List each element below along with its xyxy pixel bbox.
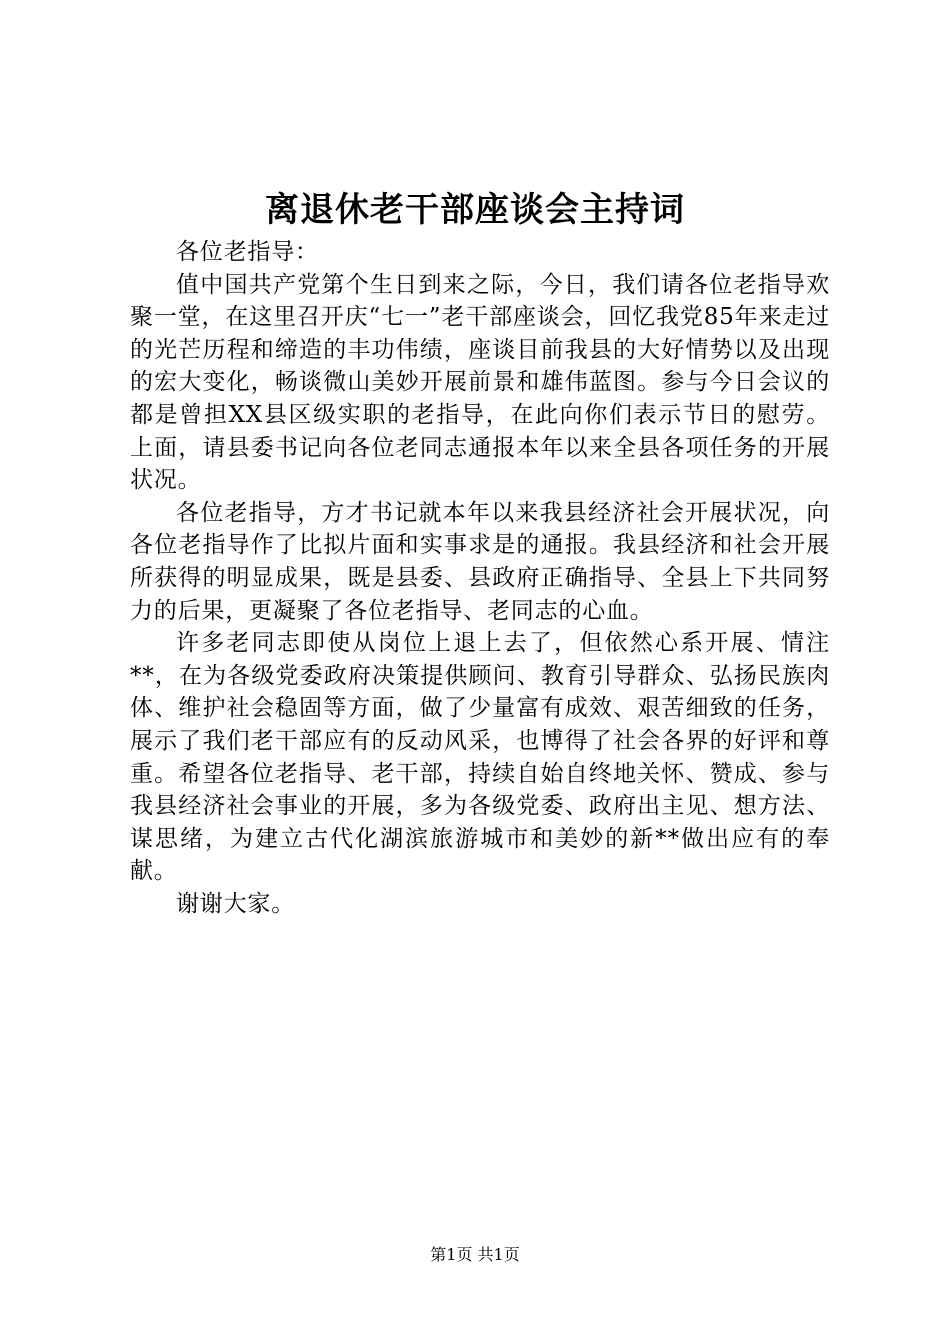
body-paragraph-3: 许多老同志即使从岗位上退上去了，但依然心系开展、情注**，在为各级党委政府决策提供顾问、教育引导群众、弘扬民族肉体、维护社会稳固等方面，做了少量富有成效、艰苦细致的任务，展示了我们老干部应有的反动风采，也博得了社会各界的好评和尊重。希望各位老指导、老干部，持续自始自终地关怀、赞成、参与我县经济社会事业的开展，多为各级党委、政府出主见、想方法、谋思绪，为建立古代化湖滨旅游城市和美妙的新**做出应有的奉献。 <box>130 630 830 885</box>
page-footer: 第1页 共1页 <box>430 1245 520 1264</box>
body-paragraph-2: 各位老指导，方才书记就本年以来我县经济社会开展状况，向各位老指导作了比拟片面和实事求是的通报。我县经济和社会开展所获得的明显成果，既是县委、县政府正确指导、全县上下共同努力的后果，更凝聚了各位老指导、老同志的心血。 <box>130 499 830 624</box>
body-paragraph-1: 值中国共产党第个生日到来之际，今日，我们请各位老指导欢聚一堂，在这里召开庆“七一”老干部座谈会，回忆我党85年来走过的光芒历程和缔造的丰功伟绩，座谈目前我县的大好情势以及出现的宏大变化，畅谈微山美妙开展前景和雄伟蓝图。参与今日会议的都是曾担XX县区级实职的老指导，在此向你们表示节日的慰劳。上面，请县委书记向各位老同志通报本年以来全县各项任务的开展状况。 <box>130 271 830 494</box>
salutation-paragraph: 各位老指导： <box>176 239 319 265</box>
closing-paragraph: 谢谢大家。 <box>176 890 295 917</box>
document-title: 离退休老干部座谈会主持词 <box>265 190 685 230</box>
document-body <box>130 236 830 920</box>
